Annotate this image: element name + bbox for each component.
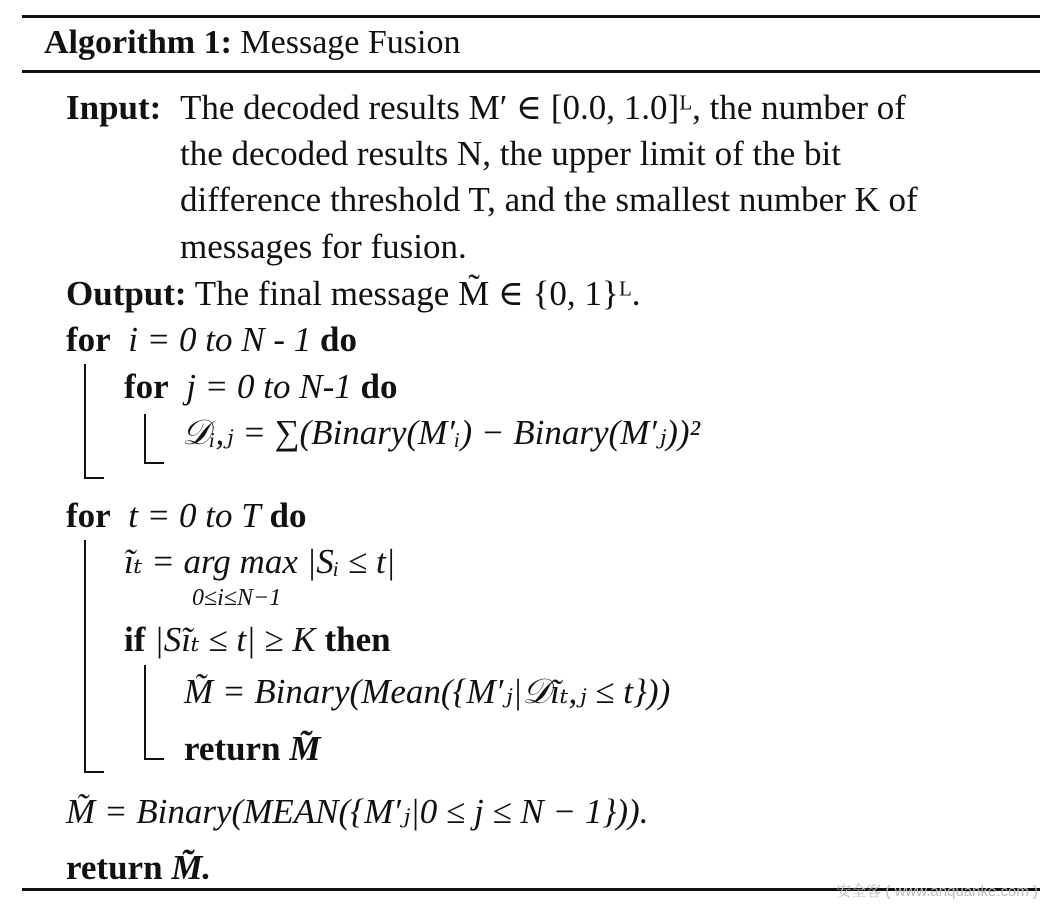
- if-condition: |Sĩₜ ≤ t| ≥ K: [154, 620, 316, 659]
- for-i-condition: i = 0 to N - 1: [128, 320, 312, 359]
- header-rule: [22, 70, 1040, 73]
- final-return-line: [66, 850, 211, 885]
- inner-return-line: [184, 731, 320, 766]
- for-t-keyword: for: [66, 496, 111, 535]
- top-rule: [22, 15, 1040, 18]
- if-keyword: if: [124, 620, 146, 659]
- output-label: Output:: [66, 274, 187, 313]
- fusion-assignment: M̃ = Binary(Mean({M′ⱼ|𝒟ĩₜ,ⱼ ≤ t})): [184, 672, 671, 711]
- final-return-value: M̃.: [171, 848, 212, 887]
- for-i-bracket-horizontal: [84, 477, 104, 479]
- watermark: 安全客 ( www.anquanke.com ): [836, 883, 1038, 900]
- input-line-4: messages for fusion.: [180, 227, 467, 266]
- output-text: The final message M̃ ∈ {0, 1}ᴸ.: [194, 274, 641, 313]
- for-j-do: do: [360, 367, 398, 406]
- for-t-condition: t = 0 to T: [128, 496, 261, 535]
- if-then: then: [324, 620, 391, 659]
- final-assignment: M̃ = Binary(MEAN({M′ⱼ|0 ≤ j ≤ N − 1})).: [66, 792, 649, 831]
- for-i-line: [66, 322, 357, 357]
- inner-return-value: M̃: [289, 729, 321, 768]
- for-j-bracket-horizontal: [144, 462, 164, 464]
- for-j-keyword: for: [124, 367, 169, 406]
- distance-formula: 𝒟ᵢ,ⱼ = ∑(Binary(M′ᵢ) − Binary(M′ⱼ))²: [182, 413, 700, 452]
- input-line-3: difference threshold T, and the smallest number K of: [180, 180, 918, 219]
- for-t-bracket-vertical: [84, 540, 86, 773]
- algorithm-label: Algorithm 1:: [44, 24, 232, 61]
- input-line-1: The decoded results M′ ∈ [0.0, 1.0]ᴸ, the number of: [180, 88, 906, 127]
- for-j-bracket-vertical: [144, 414, 146, 464]
- for-i-keyword: for: [66, 320, 111, 359]
- algorithm-name: Message Fusion: [240, 24, 461, 61]
- for-i-do: do: [320, 320, 357, 359]
- for-t-line: [66, 498, 306, 533]
- for-j-condition: j = 0 to N-1: [186, 367, 352, 406]
- for-j-line: [124, 369, 398, 404]
- argmax-formula: ĩₜ = arg max |Sᵢ ≤ t|: [124, 542, 396, 581]
- for-i-bracket-vertical: [84, 364, 86, 479]
- inner-return-keyword: return: [184, 729, 281, 768]
- for-t-bracket-horizontal: [84, 771, 104, 773]
- input-line-2: the decoded results N, the upper limit of the bit: [180, 134, 841, 173]
- if-line: [124, 622, 391, 657]
- output-line: [66, 276, 640, 311]
- if-bracket-horizontal: [144, 758, 164, 760]
- final-return-keyword: return: [66, 848, 163, 887]
- if-bracket-vertical: [144, 665, 146, 760]
- for-t-do: do: [269, 496, 307, 535]
- argmax-subscript: 0≤i≤N−1: [192, 585, 282, 611]
- input-label: Input:: [66, 88, 162, 127]
- algorithm-title: [44, 26, 460, 60]
